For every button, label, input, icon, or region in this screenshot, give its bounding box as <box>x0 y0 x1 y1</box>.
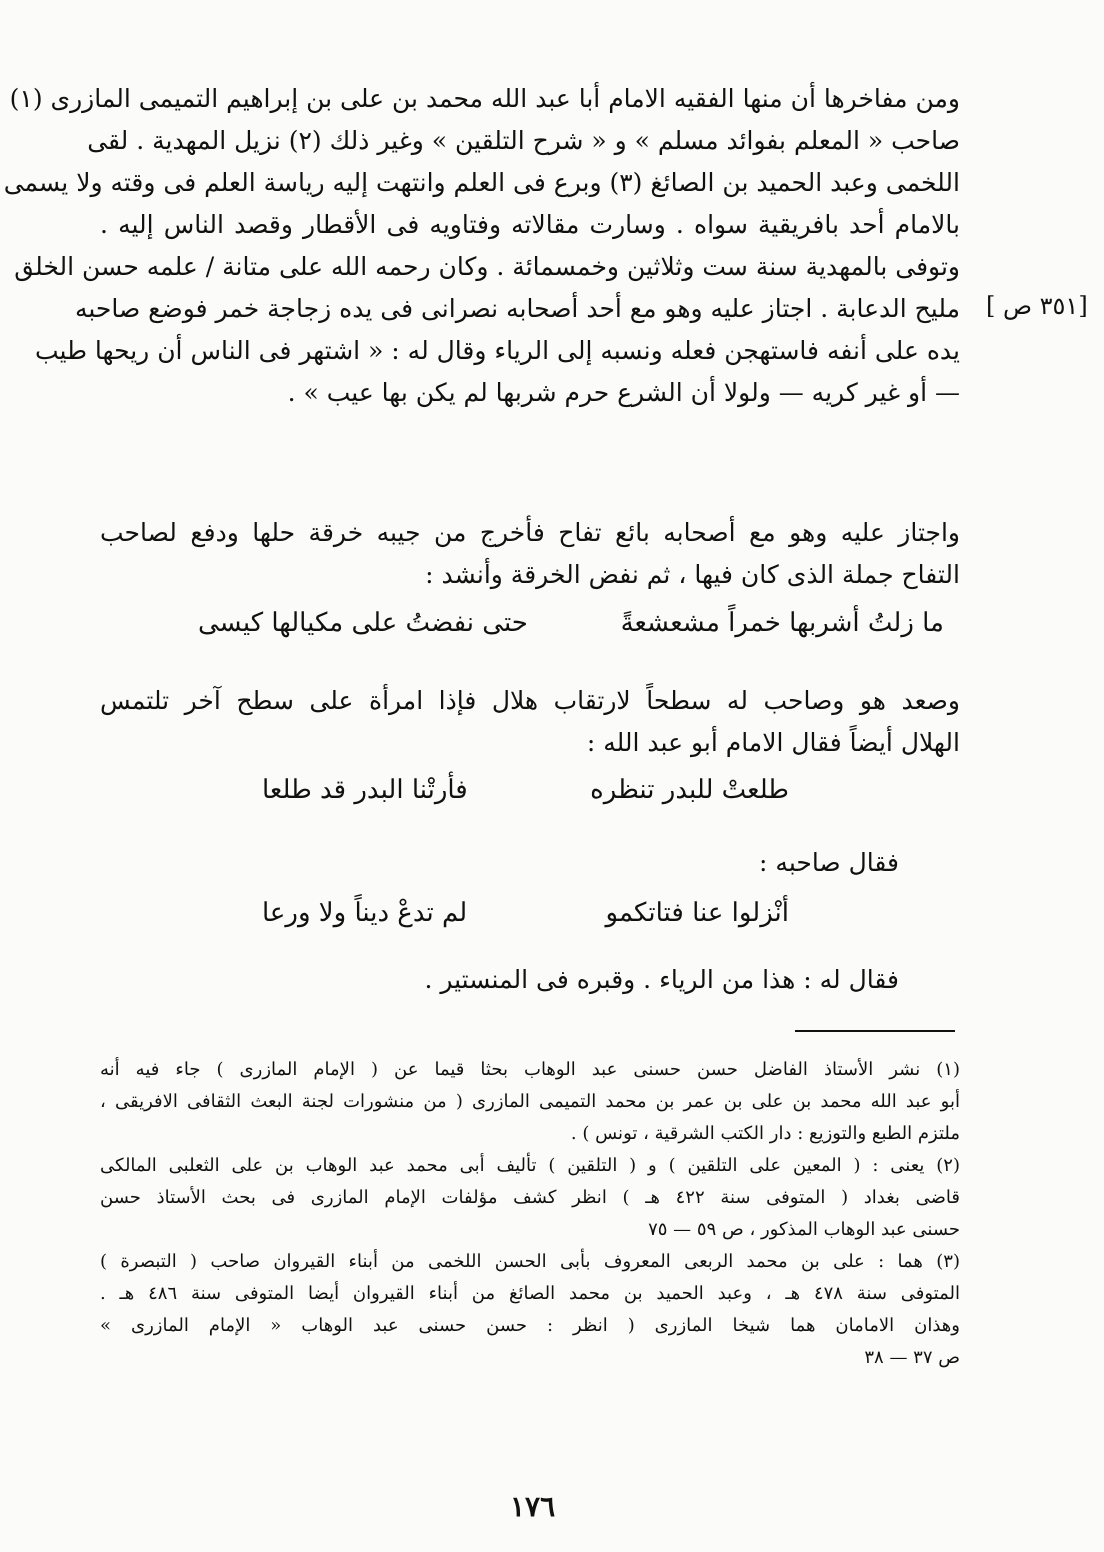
footnotes <box>100 1054 960 1374</box>
verse-2-second-hemistich: فأرتْنا البدر قد طلعا <box>262 775 468 805</box>
text-line: واجتاز عليه وهو مع أصحابه بائع تفاح فأخرج من جيبه خرقة حلها ودفع لصاحب <box>100 518 960 547</box>
page-number: ١٧٦ <box>510 1490 556 1523</box>
verse-3-second-hemistich: لم تدعْ ديناً ولا ورعا <box>262 898 468 928</box>
text-line: ومن مفاخرها أن منها الفقيه الامام أبا عبد الله محمد بن على بن إبراهيم التميمى المازرى (١) <box>9 84 960 113</box>
footnote-line: ملتزم الطبع والتوزيع : دار الكتب الشرقية ، تونس ) . <box>570 1123 960 1144</box>
text-line: يده على أنفه فاستهجن فعله ونسبه إلى الرياء وقال له : « اشتهر فى الناس أن ريحها طيب <box>35 336 960 365</box>
text-line: وتوفى بالمهدية سنة ست وثلاثين وخمسمائة . وكان رحمه الله على متانة / علمه حسن الخلق <box>14 252 960 281</box>
text-line: الهلال أيضاً فقال الامام أبو عبد الله : <box>586 728 960 757</box>
text-line: وصعد هو وصاحب له سطحاً لارتقاب هلال فإذا امرأة على سطح آخر تلتمس <box>100 686 960 715</box>
text-line: اللخمى وعبد الحميد بن الصائغ (٣) وبرع فى العلم وانتهت إليه رياسة العلم فى وقته ولا يسمى <box>3 168 960 197</box>
text-line: صاحب « المعلم بفوائد مسلم » و « شرح التلقين » وغير ذلك (٢) نزيل المهدية . لقى <box>87 126 960 155</box>
footnote-line: أبو عبد الله محمد بن على بن عمر بن محمد التميمى المازرى ( من منشورات لجنة البعث الثقافى الافريقى ، <box>100 1091 960 1112</box>
footnote-line: (٣) هما : على بن محمد الربعى المعروف بأبى الحسن اللخمى من أبناء القيروان صاحب ( التبصرة ) <box>100 1251 960 1272</box>
verse-2-first-hemistich: طلعتْ للبدر تنظره <box>590 775 789 805</box>
footnote-line: (٢) يعنى : ( المعين على التلقين ) و ( التلقين ) تأليف أبى محمد عبد الوهاب بن على الثعلبى المالكى <box>100 1155 960 1176</box>
verse-3-first-hemistich: أنْزلوا عنا فتاتكمو <box>605 898 789 928</box>
footnote-line: قاضى بغداد ( المتوفى سنة ٤٢٢ هـ ) انظر كشف مؤلفات الإمام المازرى فى بحث الأستاذ حسن <box>100 1187 960 1208</box>
verse-1-first-hemistich: ما زلتُ أشربها خمراً مشعشعةً <box>620 608 944 638</box>
paragraph-2 <box>100 512 960 596</box>
companion-line: فقال صاحبه : <box>759 848 899 877</box>
paragraph-3 <box>100 680 960 764</box>
footnote-line: ص ٣٧ — ٣٨ <box>864 1347 960 1368</box>
footnote-line: (١) نشر الأستاذ الفاضل حسن حسنى عبد الوهاب بحثا قيما عن ( الإمام المازرى ) جاء فيه أنه <box>100 1059 960 1080</box>
footnote-line: حسنى عبد الوهاب المذكور ، ص ٥٩ — ٧٥ <box>648 1219 960 1240</box>
text-line: بالامام أحد بافريقية سواه . وسارت مقالاته وفتاويه فى الأقطار وقصد الناس إليه . <box>100 210 960 239</box>
verse-1-second-hemistich: حتى نفضتُ على مكيالها كيسى <box>198 608 528 638</box>
text-line: التفاح جملة الذى كان فيها ، ثم نفض الخرقة وأنشد : <box>425 560 960 589</box>
text-line: مليح الدعابة . اجتاز عليه وهو مع أحد أصحابه نصرانى فى يده زجاجة خمر فوضع صاحبه <box>74 294 960 323</box>
margin-page-reference: [٣٥١ ص ] <box>986 292 1088 320</box>
footnote-line: وهذان الامامان هما شيخا المازرى ( انظر : حسن حسنى عبد الوهاب « الإمام المازرى » <box>100 1315 960 1336</box>
text-line: — أو غير كريه — ولولا أن الشرع حرم شربها لم يكن بها عيب » . <box>287 378 960 407</box>
closing-line: فقال له : هذا من الرياء . وقبره فى المنستير . <box>424 965 899 994</box>
paragraph-1 <box>3 78 960 414</box>
footnote-line: المتوفى سنة ٤٧٨ هـ ، وعبد الحميد بن محمد الصائغ من أبناء القيروان أيضا المتوفى سنة ٤٨٦ هـ . <box>100 1283 960 1304</box>
footnote-separator <box>795 1030 955 1032</box>
